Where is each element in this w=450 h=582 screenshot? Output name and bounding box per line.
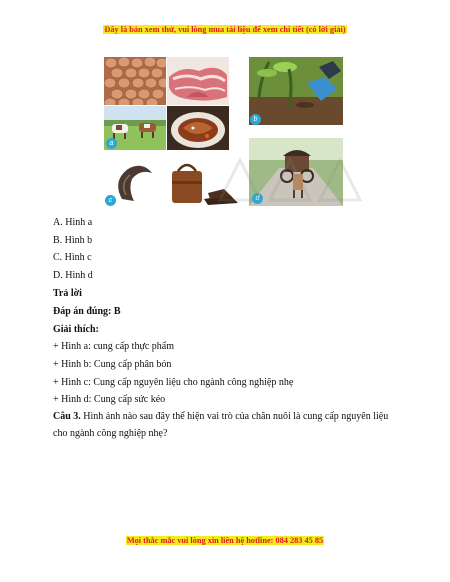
badge-d: d: [252, 193, 263, 204]
fish-dish-image: [167, 106, 229, 150]
photo-leather-goods: [104, 159, 240, 209]
eggs-image: [104, 57, 166, 105]
photo-cows: [104, 106, 166, 150]
answer-heading: Trả lời: [53, 288, 82, 299]
explanation-point-a: + Hình a: cung cấp thực phẩm: [53, 341, 175, 352]
photo-ox-cart: [249, 138, 343, 206]
question-3-label: Câu 3.: [53, 411, 81, 422]
correct-answer: Đáp án đúng: B: [53, 306, 121, 317]
option-b: B. Hình b: [53, 235, 93, 246]
question-3-text: Hình ảnh nào sau đây thể hiện vai trò của chăn nuôi là cung cấp nguyên liệu cho ngành công nghiệp nhẹ?: [53, 411, 389, 439]
question-3: [53, 408, 403, 442]
explanation-point-c: + Hình c: Cung cấp nguyên liệu cho ngành công nghiệp nhẹ: [53, 377, 294, 388]
hotline-banner-text: Mọi thắc mắc vui lòng xin liên hệ hotline: 084 283 45 85: [126, 536, 324, 545]
badge-c: c: [105, 195, 116, 206]
explanation-point-b: + Hình b: Cung cấp phân bón: [53, 359, 172, 370]
option-c: C. Hình c: [53, 252, 92, 263]
option-a: A. Hình a: [53, 217, 93, 228]
hotline-banner: [0, 536, 450, 545]
option-d: D. Hình d: [53, 270, 93, 281]
preview-banner: [0, 25, 450, 34]
explanation-point-d: + Hình d: Cung cấp sức kéo: [53, 394, 166, 405]
photo-eggs: [104, 57, 166, 105]
preview-banner-text: Đây là bản xem thử, vui lòng mua tài liệu để xem chi tiết (có lời giải): [104, 25, 346, 34]
photo-fertilizer: [249, 57, 343, 125]
explanation-heading: Giải thích:: [53, 324, 99, 335]
photo-meat: [167, 57, 229, 105]
leather-goods-image: [104, 159, 240, 209]
fertilizer-image: [249, 57, 343, 125]
ox-cart-image: [249, 138, 343, 206]
meat-image: [167, 57, 229, 105]
badge-a: a: [106, 138, 117, 149]
badge-b: b: [250, 114, 261, 125]
photo-fish-dish: [167, 106, 229, 150]
